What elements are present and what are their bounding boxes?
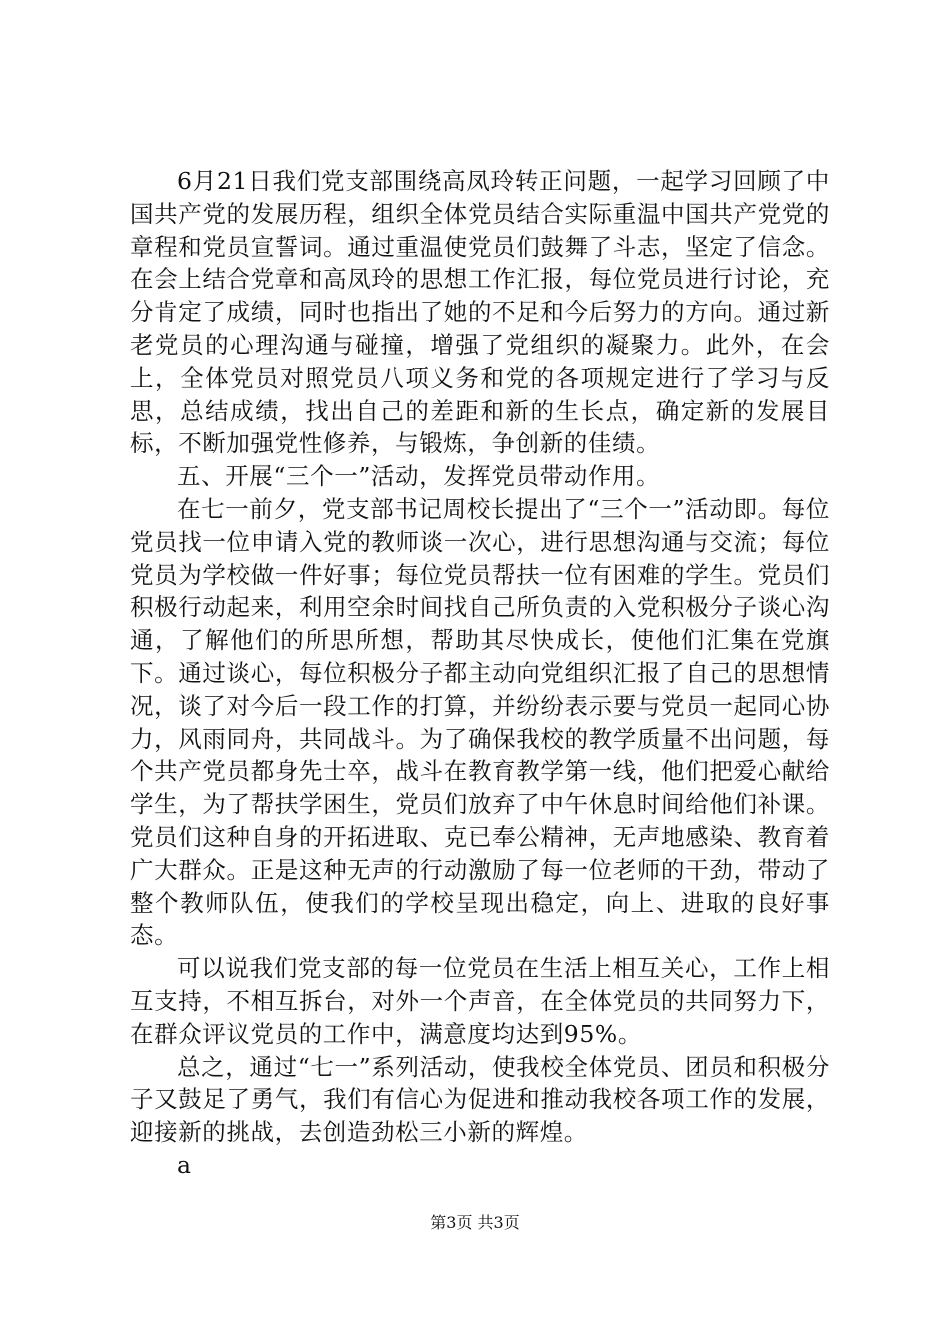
paragraph-meeting-review: 6月21日我们党支部围绕高凤玲转正问题，一起学习回顾了中国共产党的发展历程，组织全体党员结合实际重温中国共产党党的章程和党员宣誓词。通过重温使党员们鼓舞了斗志，坚定了信念。在会上结合党章和高凤玲的思想工作汇报，每位党员进行讨论，充分肯定了成绩，同时也指出了她的不足和今后努力的方向。通过新老党员的心理沟通与碰撞，增强了党组织的凝聚力。此外，在会上，全体党员对照党员八项义务和党的各项规定进行了学习与反思，总结成绩，找出自己的差距和新的生长点，确定新的发展目标，不断加强党性修养，与锻炼，争创新的佳绩。 bbox=[130, 167, 830, 458]
paragraph-section-heading: 五、开展“三个一”活动，发挥党员带动作用。 bbox=[177, 462, 661, 491]
document-body bbox=[130, 165, 830, 1182]
paragraph-three-ones-activity: 在七一前夕，党支部书记周校长提出了“三个一”活动即。每位党员找一位申请入党的教师谈一次心，进行思想沟通与交流；每位党员为学校做一件好事；每位党员帮扶一位有困难的学生。党员们积极行动起来，利用空余时间找自己所负责的入党积极分子谈心沟通，了解他们的所思所想，帮助其尽快成长，使他们汇集在党旗下。通过谈心，每位积极分子都主动向党组织汇报了自己的思想情况，谈了对今后一段工作的打算，并纷纷表示要与党员一起同心协力，风雨同舟，共同战斗。为了确保我校的教学质量不出问题，每个共产党员都身先士卒，战斗在教育教学第一线，他们把爱心献给学生，为了帮扶学困生，党员们放弃了中午休息时间给他们补课。党员们这种自身的开拓进取、克已奉公精神，无声地感染、教育着广大群众。正是这种无声的行动激励了每一位老师的干劲，带动了整个教师队伍，使我们的学校呈现出稳定，向上、进取的良好事态。 bbox=[130, 494, 830, 950]
page-footer: 第3页 共3页 bbox=[430, 1213, 520, 1232]
trailing-character: a bbox=[177, 1150, 192, 1179]
paragraph-conclusion: 总之，通过“七一”系列活动，使我校全体党员、团员和积极分子又鼓足了勇气，我们有信心为促进和推动我校各项工作的发展，迎接新的挑战，去创造劲松三小新的辉煌。 bbox=[130, 1052, 830, 1147]
paragraph-mutual-support: 可以说我们党支部的每一位党员在生活上相互关心，工作上相互支持，不相互拆台，对外一个声音，在全体党员的共同努力下，在群众评议党员的工作中，满意度均达到95%。 bbox=[130, 954, 830, 1048]
